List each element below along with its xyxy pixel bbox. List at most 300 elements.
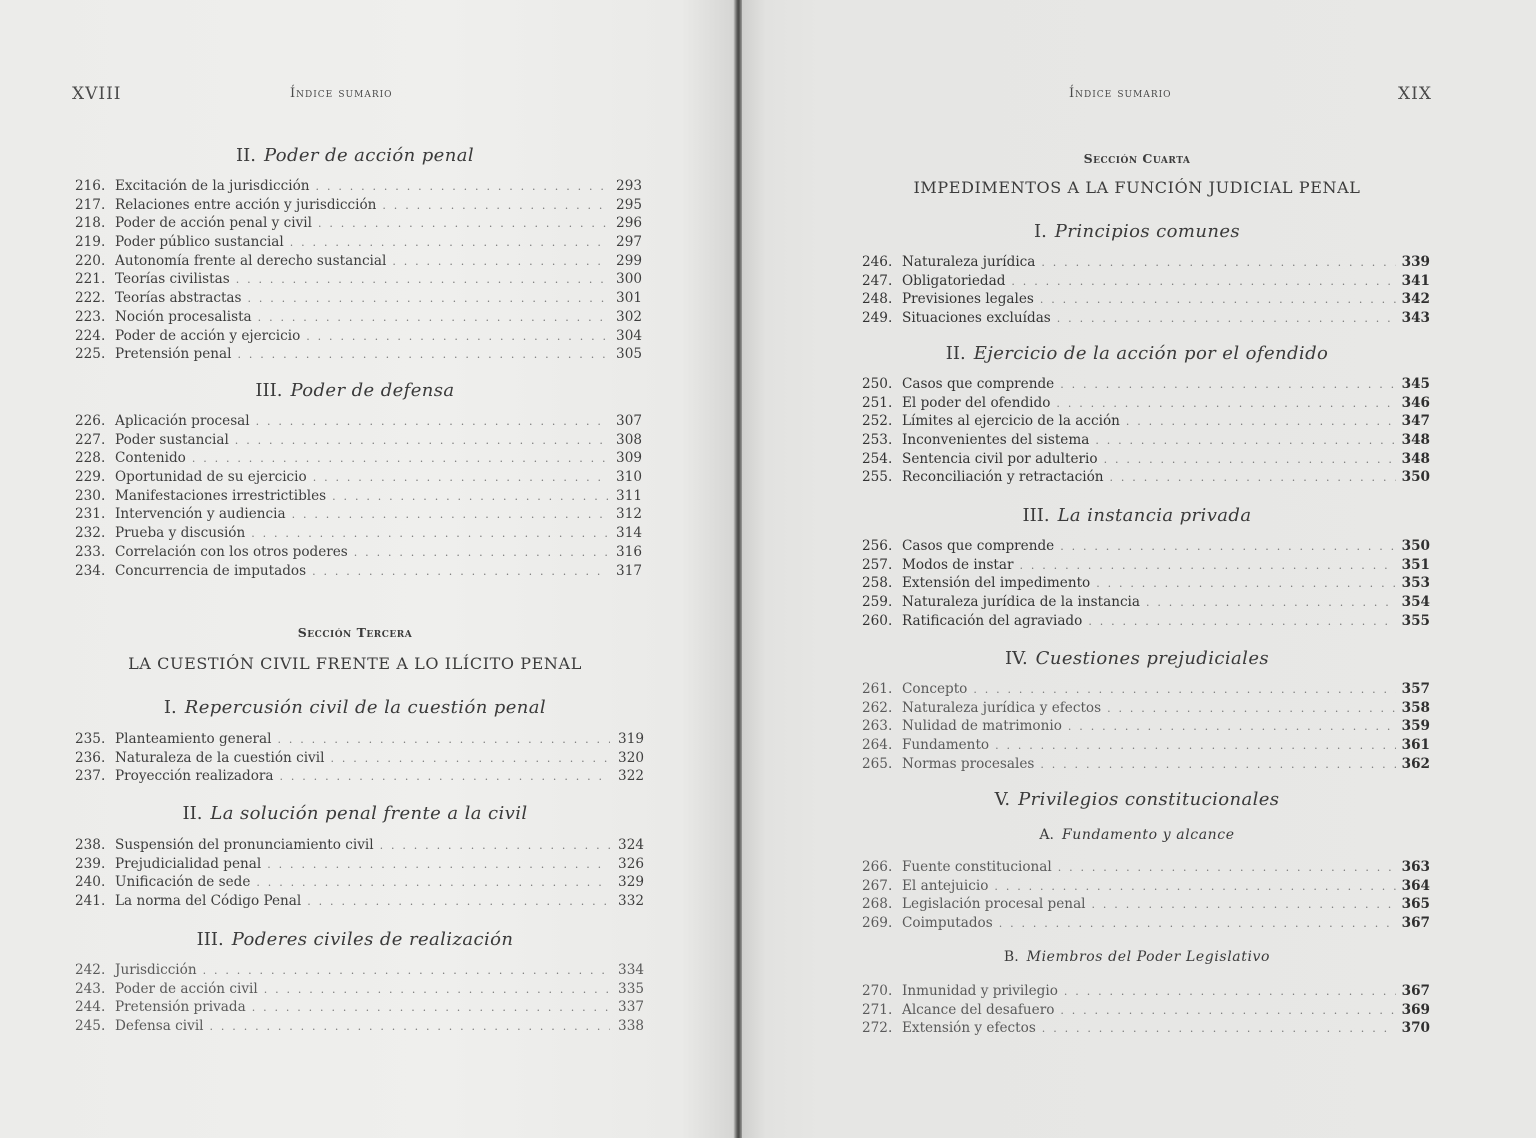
section-title: IMPEDIMENTOS A LA FUNCIÓN JUDICIAL PENAL — [913, 178, 1361, 197]
chapter-number: III. — [196, 929, 224, 950]
toc-entry — [862, 575, 1430, 594]
toc-entry — [75, 856, 644, 875]
chapter-title: La solución penal frente a la civil — [210, 803, 528, 824]
toc-entry — [75, 768, 644, 787]
entry-title: Defensa civil — [115, 1018, 204, 1035]
entry-number: 242. — [75, 962, 106, 978]
entry-title: Planteamiento general — [115, 731, 272, 747]
toc-entry — [862, 432, 1430, 451]
entry-page: 334 — [618, 962, 644, 978]
dot-leader — [1056, 397, 1396, 410]
toc-entry — [862, 538, 1430, 557]
toc-entry — [862, 613, 1430, 632]
entry-page: 296 — [616, 215, 642, 232]
entry-number: 267. — [862, 877, 893, 894]
entry-list — [862, 681, 1430, 774]
entry-title: Poder de acción civil — [115, 980, 258, 997]
dot-leader — [332, 490, 608, 503]
toc-entry — [75, 563, 642, 582]
entry-title: Concurrencia de imputados — [115, 562, 307, 579]
dot-leader — [1064, 985, 1396, 998]
chapter-title: Poder de defensa — [290, 380, 455, 401]
entry-list — [862, 376, 1430, 488]
entry-number: 228. — [75, 450, 106, 467]
entry-title: Coimputados — [902, 915, 993, 932]
entry-number: 237. — [75, 768, 106, 785]
entry-number: 246. — [862, 254, 893, 270]
entry-title: El poder del ofendido — [902, 394, 1051, 411]
dot-leader — [280, 770, 611, 783]
toc-entry — [75, 962, 644, 981]
right-page — [742, 0, 1536, 1138]
toc-entry — [862, 273, 1430, 292]
dot-leader — [316, 180, 608, 193]
dot-leader — [277, 733, 610, 746]
entry-list — [862, 254, 1430, 329]
dot-leader — [1146, 596, 1396, 609]
dot-leader — [248, 292, 609, 305]
entry-page: 355 — [1401, 612, 1430, 629]
entry-number: 236. — [75, 749, 106, 766]
entry-number: 240. — [75, 874, 106, 891]
entry-number: 269. — [862, 915, 893, 932]
toc-entry — [75, 893, 644, 912]
toc-entry — [862, 983, 1430, 1002]
entry-number: 224. — [75, 327, 106, 344]
toc-entry — [75, 328, 642, 347]
dot-leader — [1020, 559, 1397, 572]
dot-leader — [1060, 1004, 1396, 1017]
entry-page: 297 — [616, 234, 642, 251]
entry-page: 299 — [616, 252, 642, 269]
entry-number: 243. — [75, 980, 106, 997]
entry-number: 222. — [75, 290, 106, 307]
entry-list — [862, 538, 1430, 631]
toc-entry — [862, 700, 1430, 719]
entry-title: Autonomía frente al derecho sustancial — [115, 252, 387, 269]
entry-page: 316 — [616, 543, 642, 560]
toc-entry — [75, 731, 644, 750]
entry-page: 314 — [616, 525, 642, 542]
entry-page: 309 — [616, 450, 642, 467]
entry-number: 249. — [862, 310, 893, 327]
dot-leader — [382, 199, 608, 212]
entry-title: Legislación procesal penal — [902, 896, 1086, 913]
dot-leader — [256, 415, 608, 428]
entry-number: 217. — [75, 196, 106, 213]
toc-entry — [75, 197, 642, 216]
entry-title: Jurisdicción — [115, 962, 197, 978]
entry-number: 229. — [75, 469, 106, 486]
entry-page: 295 — [616, 196, 642, 213]
toc-entry — [862, 395, 1430, 414]
entry-page: 335 — [618, 980, 644, 997]
dot-leader — [1110, 471, 1396, 484]
entry-page: 365 — [1401, 896, 1430, 913]
entry-number: 272. — [862, 1020, 893, 1037]
entry-number: 268. — [862, 896, 893, 913]
toc-entry — [862, 718, 1430, 737]
entry-page: 317 — [616, 562, 642, 579]
entry-page: 338 — [618, 1018, 644, 1035]
entry-number: 260. — [862, 612, 893, 629]
toc-entry — [75, 309, 642, 328]
entry-number: 226. — [75, 413, 106, 429]
entry-title: Poder de acción y ejercicio — [115, 327, 301, 344]
entry-page: 354 — [1401, 594, 1430, 611]
entry-list — [75, 731, 644, 787]
entry-number: 250. — [862, 376, 893, 392]
toc-entry — [75, 506, 642, 525]
toc-entry — [862, 1002, 1430, 1021]
chapter-number: V. — [994, 789, 1011, 810]
chapter-number: II. — [945, 343, 966, 364]
entry-title: Naturaleza de la cuestión civil — [115, 749, 325, 766]
entry-list — [75, 837, 644, 912]
entry-title: Nulidad de matrimonio — [902, 718, 1062, 735]
toc-entry — [75, 234, 642, 253]
page-number: XVIII — [72, 84, 122, 104]
chapter-number: IV. — [1004, 648, 1028, 669]
entry-title: Ratificación del agraviado — [902, 612, 1083, 629]
chapter-heading — [852, 505, 1422, 526]
dot-leader — [1041, 256, 1396, 269]
dot-leader — [1088, 615, 1396, 628]
entry-title: Unificación de sede — [115, 874, 251, 891]
entry-title: Prueba y discusión — [115, 525, 246, 542]
entry-page: 345 — [1401, 376, 1430, 392]
entry-title: Intervención y audiencia — [115, 506, 286, 523]
subchapter-heading — [852, 949, 1422, 965]
dot-leader — [1040, 758, 1396, 771]
section-label: Sección Cuarta — [1083, 151, 1191, 166]
chapter-title: Cuestiones prejudiciales — [1035, 648, 1270, 669]
entry-number: 220. — [75, 252, 106, 269]
chapter-heading — [852, 789, 1422, 810]
entry-page: 369 — [1401, 1001, 1430, 1018]
dot-leader — [203, 964, 610, 977]
toc-entry — [75, 178, 642, 197]
entry-page: 370 — [1401, 1020, 1430, 1037]
entry-number: 231. — [75, 506, 106, 523]
entry-title: Poder de acción penal y civil — [115, 215, 312, 232]
entry-page: 305 — [616, 346, 642, 363]
entry-page: 332 — [618, 893, 644, 910]
entry-number: 264. — [862, 737, 893, 754]
dot-leader — [1040, 293, 1396, 306]
toc-entry — [862, 594, 1430, 613]
entry-title: Casos que comprende — [902, 538, 1055, 554]
entry-title: Relaciones entre acción y jurisdicción — [115, 196, 377, 213]
entry-title: Extensión del impedimento — [902, 575, 1091, 592]
entry-title: Reconciliación y retractación — [902, 469, 1104, 486]
dot-leader — [306, 330, 608, 343]
toc-entry — [862, 1020, 1430, 1039]
entry-title: Poder sustancial — [115, 431, 229, 448]
dot-leader — [1126, 415, 1396, 428]
toc-entry — [75, 413, 642, 432]
entry-number: 218. — [75, 215, 106, 232]
entry-title: Modos de instar — [902, 556, 1014, 573]
toc-entry — [75, 271, 642, 290]
entry-page: 307 — [616, 413, 642, 429]
entry-page: 322 — [618, 768, 644, 785]
toc-entry — [862, 451, 1430, 470]
entry-page: 343 — [1401, 310, 1430, 327]
entry-page: 339 — [1401, 254, 1430, 270]
entry-page: 342 — [1401, 291, 1430, 308]
toc-entry — [75, 750, 644, 769]
toc-entry — [75, 999, 644, 1018]
toc-entry — [862, 915, 1430, 934]
entry-list — [75, 962, 644, 1037]
toc-entry — [862, 878, 1430, 897]
toc-entry — [862, 310, 1430, 329]
section-title: LA CUESTIÓN CIVIL FRENTE A LO ILÍCITO PENAL — [128, 654, 582, 673]
entry-page: 310 — [616, 469, 642, 486]
entry-number: 235. — [75, 731, 106, 747]
entry-page: 319 — [618, 731, 644, 747]
entry-page: 353 — [1401, 575, 1430, 592]
entry-list — [75, 178, 642, 365]
toc-entry — [75, 874, 644, 893]
entry-page: 346 — [1401, 394, 1430, 411]
entry-number: 219. — [75, 234, 106, 251]
entry-title: Prejudicialidad penal — [115, 855, 262, 872]
entry-title: Inconvenientes del sistema — [902, 432, 1090, 449]
entry-title: Oportunidad de su ejercicio — [115, 469, 307, 486]
entry-number: 248. — [862, 291, 893, 308]
dot-leader — [313, 471, 608, 484]
entry-title: Situaciones excluídas — [902, 310, 1051, 327]
entry-title: Pretensión penal — [115, 346, 232, 363]
dot-leader — [1068, 720, 1396, 733]
chapter-heading — [70, 380, 640, 401]
entry-number: 216. — [75, 178, 106, 194]
toc-entry — [862, 376, 1430, 395]
dot-leader — [264, 983, 610, 996]
entry-number: 265. — [862, 755, 893, 772]
subchapter-letter: B. — [1003, 949, 1019, 965]
entry-title: Previsiones legales — [902, 291, 1034, 308]
chapter-number: I. — [163, 697, 177, 718]
entry-page: 367 — [1401, 915, 1430, 932]
dot-leader — [251, 527, 608, 540]
dot-leader — [380, 839, 610, 852]
entry-page: 350 — [1401, 469, 1430, 486]
toc-entry — [75, 488, 642, 507]
entry-page: 329 — [618, 874, 644, 891]
entry-number: 258. — [862, 575, 893, 592]
toc-entry — [75, 469, 642, 488]
entry-title: Naturaleza jurídica y efectos — [902, 699, 1102, 716]
entry-number: 238. — [75, 837, 106, 853]
toc-entry — [75, 981, 644, 1000]
entry-page: 348 — [1401, 432, 1430, 449]
entry-page: 337 — [618, 999, 644, 1016]
toc-entry — [75, 450, 642, 469]
entry-page: 326 — [618, 855, 644, 872]
dot-leader — [354, 546, 608, 559]
toc-entry — [862, 557, 1430, 576]
entry-list — [862, 859, 1430, 934]
entry-number: 239. — [75, 855, 106, 872]
toc-entry — [75, 432, 642, 451]
dot-leader — [307, 895, 610, 908]
entry-page: 351 — [1401, 556, 1430, 573]
entry-title: Extensión y efectos — [902, 1020, 1036, 1037]
entry-page: 364 — [1401, 877, 1430, 894]
dot-leader — [1042, 1022, 1396, 1035]
dot-leader — [1095, 434, 1396, 447]
section-label: Sección Tercera — [297, 625, 413, 640]
entry-page: 359 — [1401, 718, 1430, 735]
chapter-title: Ejercicio de la acción por el ofendido — [973, 343, 1329, 364]
entry-page: 301 — [616, 290, 642, 307]
chapter-number: II. — [182, 803, 203, 824]
chapter-heading — [70, 145, 640, 166]
subchapter-title: Miembros del Poder Legislativo — [1026, 949, 1271, 965]
entry-number: 253. — [862, 432, 893, 449]
entry-number: 227. — [75, 431, 106, 448]
subchapter-letter: A. — [1039, 827, 1054, 843]
chapter-heading — [70, 697, 640, 718]
entry-number: 241. — [75, 893, 106, 910]
chapter-heading — [70, 803, 640, 824]
entry-title: Naturaleza jurídica de la instancia — [902, 594, 1141, 611]
entry-number: 244. — [75, 999, 106, 1016]
toc-entry — [75, 253, 642, 272]
entry-title: Inmunidad y privilegio — [902, 983, 1058, 999]
entry-number: 270. — [862, 983, 893, 999]
entry-number: 230. — [75, 487, 106, 504]
entry-page: 320 — [618, 749, 644, 766]
entry-number: 247. — [862, 272, 893, 289]
entry-number: 255. — [862, 469, 893, 486]
chapter-number: II. — [235, 145, 256, 166]
entry-number: 251. — [862, 394, 893, 411]
left-page — [0, 0, 740, 1138]
chapter-number: III. — [1022, 505, 1050, 526]
toc-entry — [75, 290, 642, 309]
entry-page: 362 — [1401, 755, 1430, 772]
dot-leader — [1057, 312, 1396, 325]
dot-leader — [973, 683, 1396, 696]
entry-title: Obligatoriedad — [902, 272, 1006, 289]
entry-number: 262. — [862, 699, 893, 716]
toc-entry — [862, 469, 1430, 488]
toc-entry — [862, 254, 1430, 273]
dot-leader — [210, 1020, 610, 1033]
entry-list — [862, 983, 1430, 1039]
entry-page: 311 — [616, 487, 642, 504]
entry-number: 223. — [75, 308, 106, 325]
entry-number: 225. — [75, 346, 106, 363]
dot-leader — [256, 876, 610, 889]
subchapter-title: Fundamento y alcance — [1061, 827, 1235, 843]
entry-title: La norma del Código Penal — [115, 893, 302, 910]
entry-page: 302 — [616, 308, 642, 325]
toc-entry — [75, 215, 642, 234]
dot-leader — [258, 311, 608, 324]
dot-leader — [999, 917, 1396, 930]
running-head: Índice sumario — [290, 86, 393, 101]
entry-title: Proyección realizadora — [115, 768, 274, 785]
chapter-heading — [70, 929, 640, 950]
entry-title: Naturaleza jurídica — [902, 254, 1036, 270]
entry-title: Contenido — [115, 450, 186, 467]
toc-entry — [75, 1018, 644, 1037]
dot-leader — [392, 255, 608, 268]
chapter-title: Privilegios constitucionales — [1018, 789, 1280, 810]
entry-page: 363 — [1401, 859, 1430, 875]
entry-number: 261. — [862, 681, 893, 697]
dot-leader — [995, 739, 1396, 752]
toc-entry — [75, 837, 644, 856]
chapter-heading — [852, 221, 1422, 242]
dot-leader — [236, 273, 608, 286]
entry-number: 254. — [862, 450, 893, 467]
dot-leader — [1060, 378, 1396, 391]
entry-title: Manifestaciones irrestrictibles — [115, 487, 327, 504]
entry-number: 252. — [862, 413, 893, 430]
entry-page: 350 — [1401, 538, 1430, 554]
entry-title: Teorías civilistas — [115, 271, 230, 288]
chapter-title: Principios comunes — [1054, 221, 1241, 242]
toc-entry — [75, 544, 642, 563]
entry-title: Aplicación procesal — [115, 413, 250, 429]
entry-title: Fundamento — [902, 737, 990, 754]
dot-leader — [292, 508, 608, 521]
chapter-heading — [852, 343, 1422, 364]
entry-number: 266. — [862, 859, 893, 875]
dot-leader — [1104, 453, 1396, 466]
toc-entry — [75, 346, 642, 365]
entry-title: Correlación con los otros poderes — [115, 543, 348, 560]
dot-leader — [330, 752, 610, 765]
entry-title: Concepto — [902, 681, 968, 697]
entry-number: 221. — [75, 271, 106, 288]
entry-title: Alcance del desafuero — [902, 1001, 1055, 1018]
entry-title: Teorías abstractas — [115, 290, 242, 307]
entry-number: 234. — [75, 562, 106, 579]
dot-leader — [290, 236, 608, 249]
entry-page: 293 — [616, 178, 642, 194]
chapter-heading — [852, 648, 1422, 669]
dot-leader — [318, 217, 608, 230]
entry-number: 245. — [75, 1018, 106, 1035]
entry-title: Fuente constitucional — [902, 859, 1052, 875]
toc-entry — [862, 291, 1430, 310]
subchapter-heading — [852, 827, 1422, 843]
entry-title: Noción procesalista — [115, 308, 252, 325]
dot-leader — [1058, 861, 1396, 874]
dot-leader — [1092, 898, 1396, 911]
entry-title: Casos que comprende — [902, 376, 1055, 392]
chapter-number: III. — [255, 380, 283, 401]
entry-page: 324 — [618, 837, 644, 853]
entry-title: El antejuicio — [902, 877, 989, 894]
chapter-title: Repercusión civil de la cuestión penal — [184, 697, 547, 718]
entry-number: 257. — [862, 556, 893, 573]
entry-page: 347 — [1401, 413, 1430, 430]
entry-page: 361 — [1401, 737, 1430, 754]
entry-number: 271. — [862, 1001, 893, 1018]
entry-title: Poder público sustancial — [115, 234, 284, 251]
entry-page: 367 — [1401, 983, 1430, 999]
chapter-title: Poder de acción penal — [263, 145, 475, 166]
toc-entry — [862, 737, 1430, 756]
